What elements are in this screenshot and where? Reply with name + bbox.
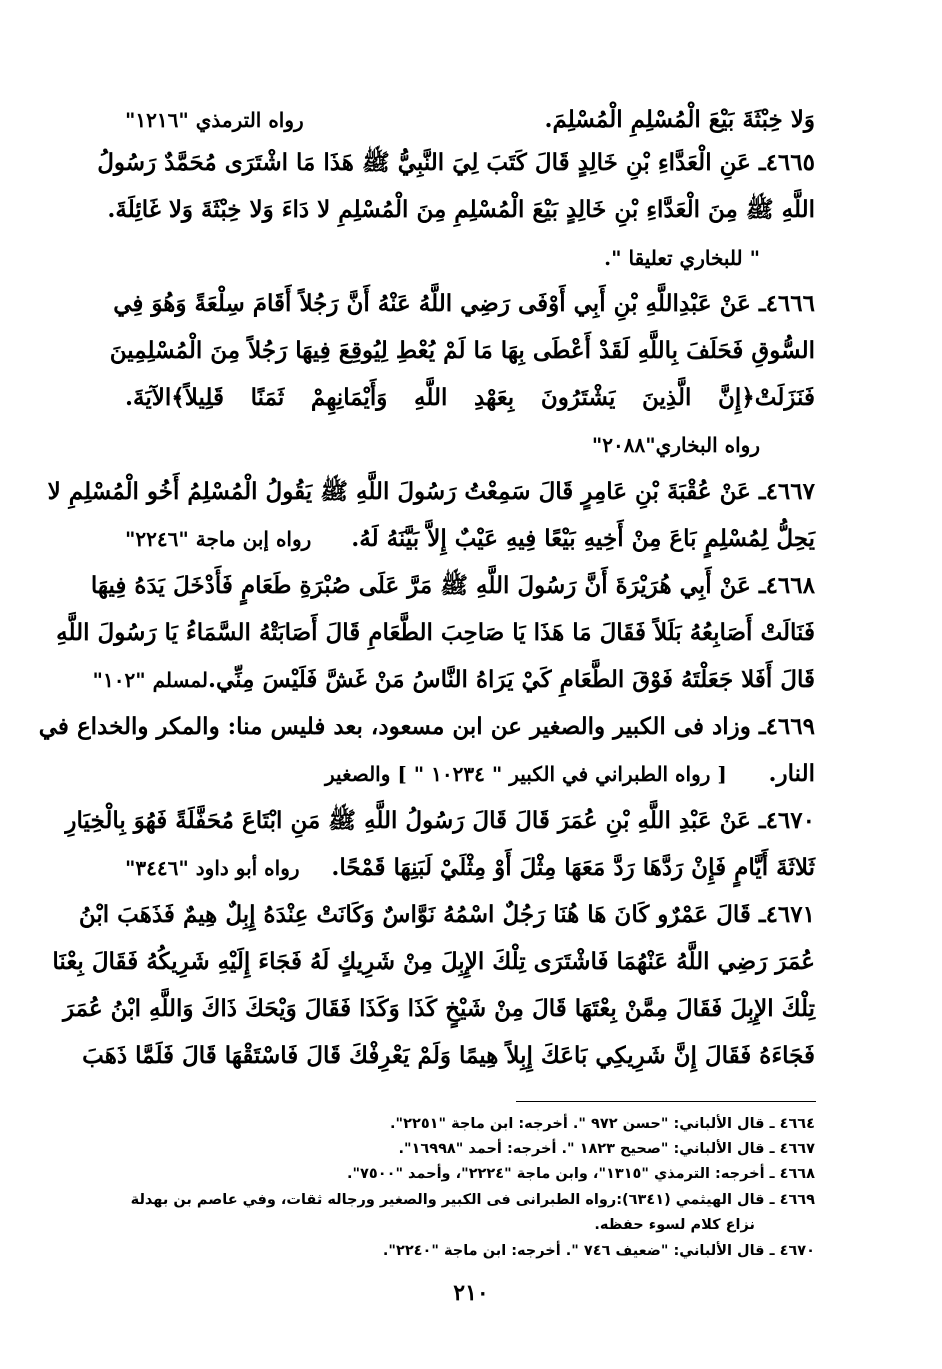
source-reference: رواه أبو داود "٣٤٤٦" (125, 856, 300, 880)
footnote-4668: ٤٦٦٨ ـ أخرجه: الترمذي "١٣١٥"، وابن ماجة "٢٢٢٤"، وأحمد "٧٥٠٠". (346, 1166, 815, 1182)
footnote-4669: ٤٦٦٩ ـ قال الهيثمي (٦٣٤١):رواه الطبرانى فى الكبير والصغير ورجاله ثقات، وفي عاصم بن بهدلة (130, 1192, 815, 1208)
hadith-4669-line-1: ٤٦٦٩ـ وزاد فى الكبير والصغير عن ابن مسعود، بعد فليس منا: والمكر والخداع في (38, 713, 815, 740)
hadith-4666-line-1: ٤٦٦٦ـ عَنْ عَبْدِاللَّهِ بْنِ أَبِي أَوْفَى رَضِي اللَّهُ عَنْهُ أَنَّ رَجُلاً أَقَامَ سِلْعَةً وَهُوَ فِي (113, 290, 815, 317)
source-reference: رواه إبن ماجة "٢٢٤٦" (125, 527, 312, 551)
hadith-4671-line-3: تِلْكَ الإِبِلَ فَقَالَ مِمَّنْ بِعْتَهَا قَالَ مِنْ شَيْخٍ كَذَا وَكَذَا فَقَالَ وَيْحَكَ ذَاكَ وَاللَّهِ ابْنُ عُمَرَ (62, 995, 815, 1022)
footnote-4667: ٤٦٦٧ ـ قال الألباني: "صحيح ١٨٢٣ ". أخرجه: أحمد "١٦٩٩٨". (398, 1141, 815, 1157)
hadith-4665-line-1: ٤٦٦٥ـ عَنِ الْعَدَّاءِ بْنِ خَالِدٍ قَالَ كَتَبَ لِيَ النَّبِيُّ ﷺ هَذَا مَا اشْتَرَى مُحَمَّدٌ رَسُولُ (97, 149, 815, 176)
hadith-text: ثَلاثَةَ أَيَّامٍ فَإِنْ رَدَّهَا رَدَّ مَعَهَا مِثْلَ أَوْ مِثْلَيْ لَبَنِهَا قَمْحًا. (331, 854, 815, 881)
hadith-4667-line-1: ٤٦٦٧ـ عَنْ عُقْبَةَ بْنِ عَامِرٍ قَالَ سَمِعْتُ رَسُولَ اللَّهِ ﷺ يَقُولُ الْمُسْلِمُ أَخُو الْمُسْلِمِ لا (47, 478, 815, 505)
source-reference: لمسلم "١٠٢" (92, 668, 208, 692)
hadith-text: النار. (768, 760, 815, 787)
hadith-4668-line-3 (92, 660, 815, 702)
source-reference-text: " للبخاري تعليقا ". (604, 246, 760, 270)
footnote-4669-continued: نزاع كلام لسوء حفظه. (594, 1217, 755, 1233)
hadith-4668-line-1: ٤٦٦٨ـ عَنْ أَبِي هُرَيْرَةَ أَنَّ رَسُولَ اللَّهِ ﷺ مَرَّ عَلَى صُبْرَةِ طَعَامٍ فَأَدْخَلَ يَدَهُ فِيهَا (90, 572, 815, 599)
footnote-divider (516, 1101, 816, 1102)
footnote-4664: ٤٦٦٤ ـ قال الألباني: "حسن ٩٧٢ ". أخرجه: ابن ماجة "٢٢٥١". (390, 1116, 815, 1132)
hadith-4666-line-2: السُّوقِ فَحَلَفَ بِاللَّهِ لَقَدْ أَعْطَى بِهَا مَا لَمْ يُعْطِ لِيُوقِعَ فِيهَا رَجُلاً مِنَ الْمُسْلِمِينَ (109, 337, 815, 364)
hadith-4671-line-2: عُمَرَ رَضِي اللَّهُ عَنْهُمَا فَاشْتَرَى تِلْكَ الإِبِلَ مِنْ شَرِيكٍ لَهُ فَجَاءَ إِلَيْهِ شَرِيكُهُ فَقَالَ بِعْنَا (52, 948, 815, 975)
footnote-4670: ٤٦٧٠ ـ قال الألباني: "ضعيف ٧٤٦ ". أخرجه: ابن ماجة "٢٢٤٠". (382, 1243, 815, 1259)
hadith-text: قَالَ أَفَلا جَعَلْتَهُ فَوْقَ الطَّعَامِ كَيْ يَرَاهُ النَّاسُ مَنْ غَشَّ فَلَيْسَ مِنِّي. (208, 666, 815, 693)
hadith-4671-line-1: ٤٦٧١ـ قَالَ عَمْرٌو كَانَ هَا هُنَا رَجُلٌ اسْمُهُ نَوَّاسٌ وَكَانَتْ عِنْدَهُ إِبِلٌ هِيمٌ فَذَهَبَ ابْنُ (78, 901, 815, 928)
source-reference: رواه الترمذي "١٢١٦" (125, 108, 304, 132)
source-reference (125, 425, 815, 467)
hadith-4667-line-2 (125, 519, 815, 561)
source-reference (125, 238, 815, 280)
hadith-4670-line-1: ٤٦٧٠ـ عَنْ عَبْدِ اللَّهِ بْنِ عُمَرَ قَالَ قَالَ رَسُولُ اللَّهِ ﷺ مَنِ ابْتَاعَ مُحَفَّلَةً فَهُوَ بِالْخِيَارِ (65, 807, 815, 834)
text-line (125, 100, 815, 142)
hadith-text: يَحِلُّ لِمُسْلِمٍ بَاعَ مِنْ أَخِيهِ بَيْعًا فِيهِ عَيْبٌ إِلاَّ بَيَّنَهُ لَهُ. (351, 525, 815, 552)
hadith-4669-line-2 (125, 754, 815, 796)
hadith-4665-line-2: اللَّهِ ﷺ مِنَ الْعَدَّاءِ بْنِ خَالِدٍ بَيْعَ الْمُسْلِمِ مِنَ الْمُسْلِمِ لا دَاءَ وَلا خِبْثَةَ وَلا غَائِلَةَ. (107, 196, 815, 223)
hadith-text: وَلا خِبْثَةَ بَيْعَ الْمُسْلِمِ الْمُسْلِمَ. (544, 106, 815, 133)
hadith-4671-line-4: فَجَاءَهُ فَقَالَ إِنَّ شَرِيكِي بَاعَكَ إِبِلاً هِيمًا وَلَمْ يَعْرِفْكَ قَالَ فَاسْتَقْهَا قَالَ فَلَمَّا ذَهَبَ (82, 1042, 815, 1069)
hadith-4666-line-3: فَنَزَلَتْ﴿إِنَّ الَّذِينَ يَشْتَرُونَ بِعَهْدِ اللَّهِ وَأَيْمَانِهِمْ ثَمَنًا قَلِيلاً﴾الآيَةَ. (125, 384, 815, 411)
hadith-4670-line-2 (125, 848, 815, 890)
source-reference-text: رواه البخاري"٢٠٨٨" (591, 433, 760, 457)
hadith-4668-line-2: فَنَالَتْ أَصَابِعُهُ بَلَلاً فَقَالَ مَا هَذَا يَا صَاحِبَ الطَّعَامِ قَالَ أَصَابَتْهُ السَّمَاءُ يَا رَسُولَ اللَّهِ (56, 619, 815, 646)
page-number: ٢١٠ (453, 1280, 489, 1306)
source-reference: [ رواه الطبراني في الكبير " ١٠٢٣٤ " ] والصغير (325, 762, 727, 786)
